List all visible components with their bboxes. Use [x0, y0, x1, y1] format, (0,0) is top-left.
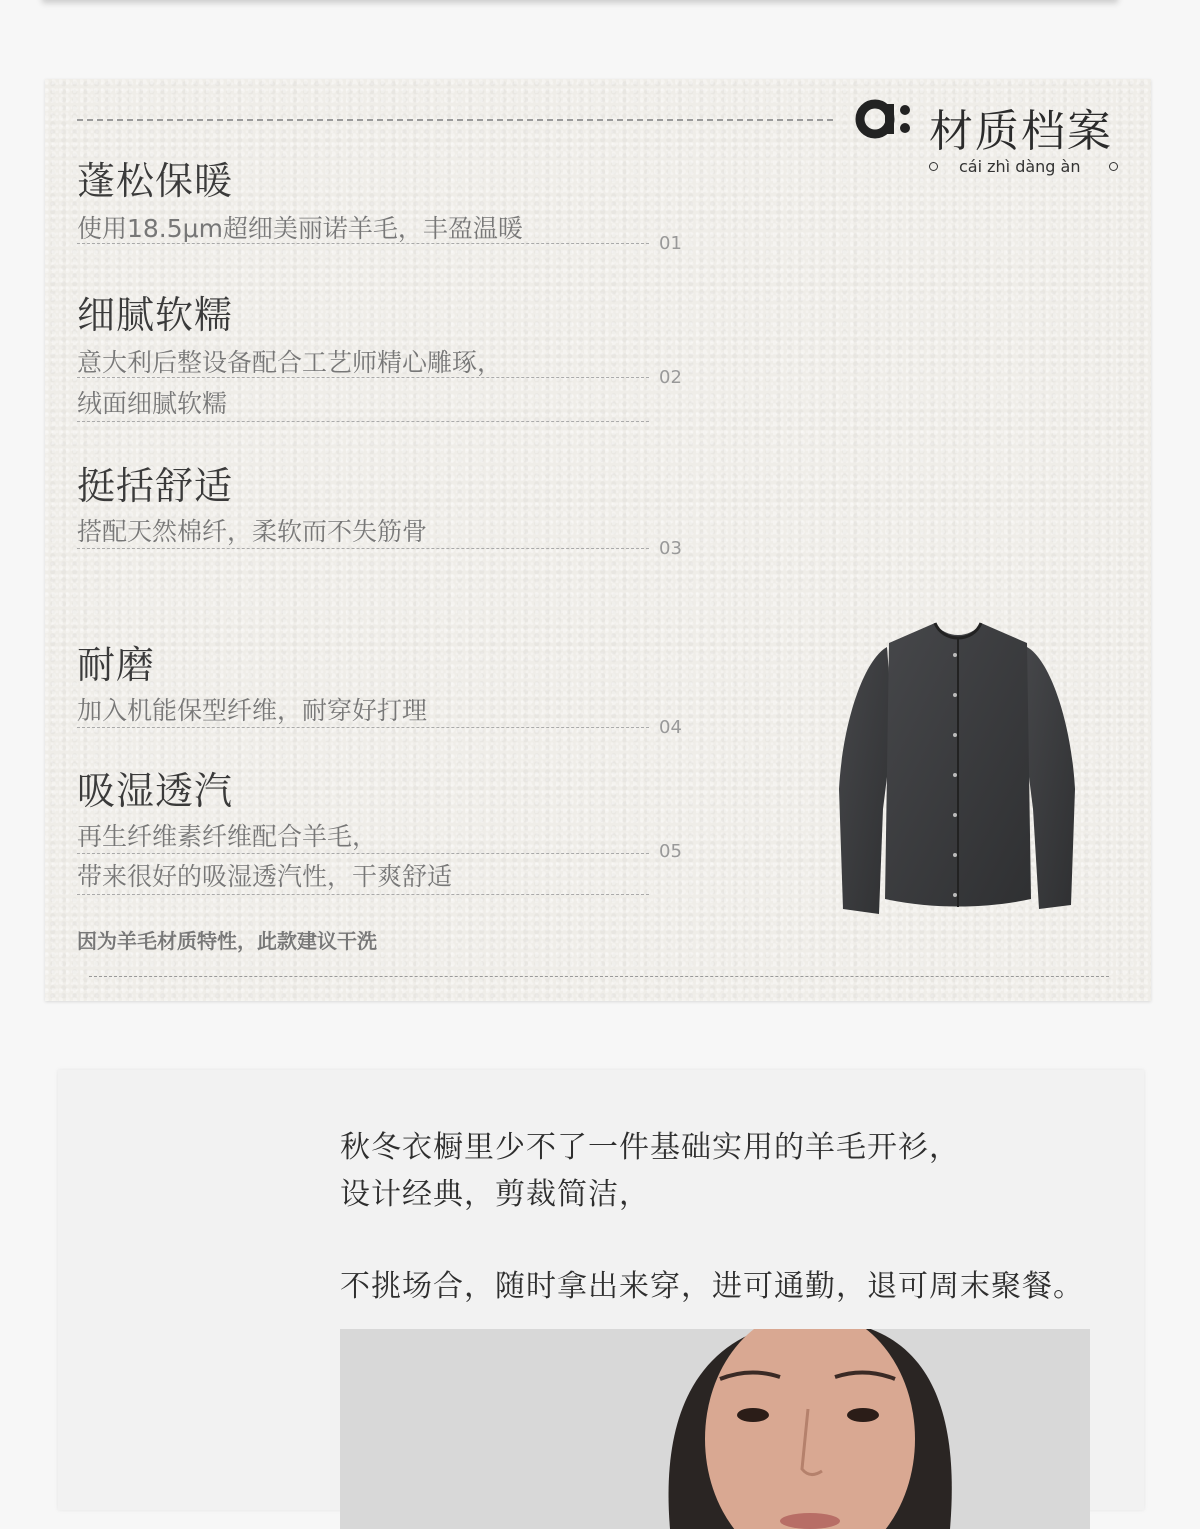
feature-desc: 加入机能保型纤维，耐穿好打理 — [77, 696, 428, 725]
feature-desc-line2: 绒面细腻软糯 — [77, 389, 228, 418]
feature-item-01 — [77, 157, 717, 254]
feature-number: 03 — [659, 538, 682, 559]
feature-number: 04 — [659, 717, 682, 738]
feature-number: 05 — [659, 841, 682, 862]
feature-item-05 — [77, 767, 717, 891]
brand-pinyin-row — [929, 157, 1121, 177]
model-photo — [340, 1329, 1090, 1529]
cardigan-image — [835, 609, 1081, 919]
top-dashed-divider — [77, 119, 833, 121]
feature-title: 蓬松保暖 — [77, 159, 234, 203]
feature-desc: 使用18.5μm超细美丽诺羊毛，丰盈温暖 — [77, 214, 523, 243]
feature-underline — [77, 853, 649, 854]
feature-underline — [77, 894, 649, 895]
description-line-2: 设计经典，剪裁简洁， — [340, 1177, 650, 1212]
feature-number: 01 — [659, 233, 682, 254]
brand-title: 材质档案 — [929, 106, 1113, 157]
feature-title: 细腻软糯 — [77, 293, 234, 337]
description-line-1: 秋冬衣橱里少不了一件基础实用的羊毛开衫， — [340, 1130, 960, 1165]
description-line-3: 不挑场合，随时拿出来穿，进可通勤，退可周末聚餐。 — [340, 1269, 1084, 1304]
feature-underline — [77, 421, 649, 422]
feature-item-04 — [77, 641, 717, 738]
feature-underline — [77, 243, 649, 244]
material-archive-card — [45, 79, 1151, 1001]
feature-title: 吸湿透汽 — [77, 769, 234, 813]
feature-underline — [77, 548, 649, 549]
bottom-dashed-divider — [89, 976, 1109, 977]
model-portrait-image — [340, 1329, 1090, 1529]
feature-underline — [77, 377, 649, 378]
feature-desc: 搭配天然棉纤，柔软而不失筋骨 — [77, 517, 428, 546]
feature-item-02 — [77, 291, 717, 418]
brand-header — [853, 89, 1123, 179]
care-note: 因为羊毛材质特性，此款建议干洗 — [77, 929, 377, 953]
brand-logo-icon — [855, 97, 913, 141]
feature-item-03 — [77, 462, 717, 559]
brand-pinyin: cái zhì dàng àn — [959, 157, 1081, 176]
feature-underline — [77, 727, 649, 728]
feature-title: 挺括舒适 — [77, 464, 234, 508]
feature-desc: 再生纤维素纤维配合羊毛， — [77, 822, 378, 851]
feature-desc: 意大利后整设备配合工艺师精心雕琢， — [77, 348, 503, 377]
product-description-card — [58, 1070, 1144, 1510]
ring-right-icon — [1109, 162, 1118, 171]
feature-title: 耐磨 — [77, 643, 156, 687]
feature-desc-line2: 带来很好的吸湿透汽性，干爽舒适 — [77, 862, 453, 891]
feature-number: 02 — [659, 367, 682, 388]
ring-left-icon — [929, 162, 938, 171]
